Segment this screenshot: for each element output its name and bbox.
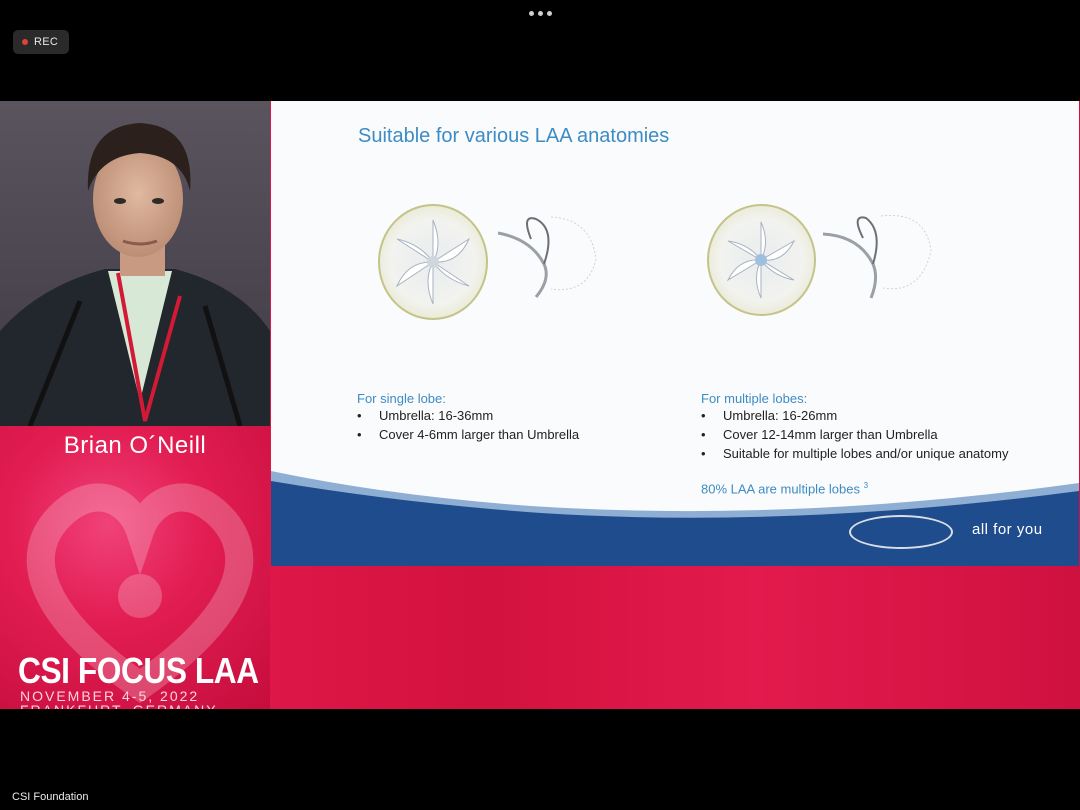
list-item: • Umbrella: 16-26mm <box>701 409 1008 423</box>
fact-reference: 3 <box>863 481 869 490</box>
slide-title: Suitable for various LAA anatomies <box>358 125 670 147</box>
meeting-name: CSI Foundation <box>12 791 89 803</box>
recording-dot-icon <box>22 39 28 45</box>
event-date: NOVEMBER 4-5, 2022 <box>20 688 200 704</box>
list-item: • Umbrella: 16-36mm <box>357 409 579 423</box>
speaker-video <box>0 101 270 426</box>
umbrella-device-image-right <box>707 204 816 316</box>
top-bar <box>0 0 1080 100</box>
presentation-slide <box>271 101 1079 566</box>
recording-badge <box>13 30 69 54</box>
list-item: • Cover 12-14mm larger than Umbrella <box>701 428 1008 442</box>
fact-line <box>701 481 868 496</box>
speaker-image <box>0 101 270 426</box>
single-lobe-heading: For single lobe: <box>357 391 446 406</box>
multiple-lobes-heading: For multiple lobes: <box>701 391 808 406</box>
umbrella-device-image-left <box>378 204 488 320</box>
list-item: • Suitable for multiple lobes and/or unique anatomy <box>701 447 1008 461</box>
bottom-bar <box>0 709 1080 810</box>
event-title: CSI FOCUS LAA <box>18 650 259 691</box>
slide-footer-wave <box>271 471 1079 566</box>
multiple-lobes-section <box>701 391 1008 466</box>
more-options-icon[interactable] <box>526 6 554 20</box>
company-logo-icon <box>849 515 953 549</box>
video-stage <box>0 101 1080 709</box>
recording-label: REC <box>34 36 59 48</box>
fact-text: 80% LAA are multiple lobes <box>701 481 860 497</box>
device-wire-image-right <box>821 206 936 304</box>
device-wire-image-left <box>496 209 601 304</box>
single-lobe-section <box>357 391 579 447</box>
list-item: • Cover 4-6mm larger than Umbrella <box>357 428 579 442</box>
speaker-name: Brian O´Neill <box>63 432 207 459</box>
footer-tagline: all for you <box>972 521 1043 538</box>
